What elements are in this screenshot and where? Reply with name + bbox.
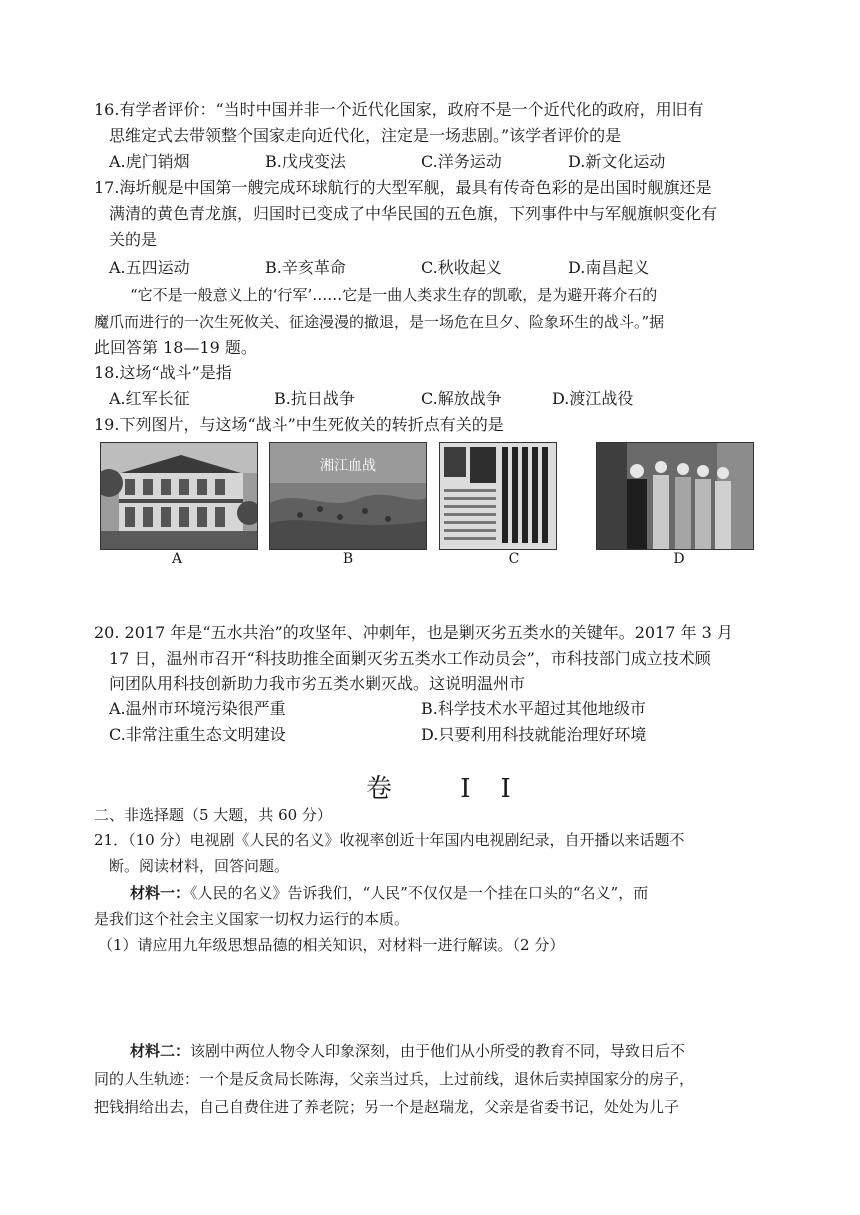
q17-line-1: 17.海圻舰是中国第一艘完成环球航行的大型军舰，最具有传奇色彩的是出国时舰旗还是	[94, 178, 712, 197]
section-heading: 二、非选择题（5 大题，共 60 分）	[94, 806, 332, 824]
q20-line-3: 问团队用科技创新助力我市劣五类水剿灭战。这说明温州市	[109, 674, 526, 693]
q16-option-a: A.虎门销烟	[109, 152, 190, 171]
q21-material-1-line-1	[130, 882, 648, 904]
q20-line-2: 17 日，温州市召开“科技助推全面剿灭劣五类水工作动员会”，市科技部门成立技术顾	[109, 649, 711, 668]
q21-material-2-label: 材料二：	[130, 1042, 191, 1060]
q17-option-b: B.辛亥革命	[265, 258, 346, 277]
q21-sub-question-1: （1）请应用九年级思想品德的相关知识，对材料一进行解读。（2 分）	[98, 936, 565, 954]
q19-caption-b: B	[342, 551, 354, 567]
q16-line-1: 16.有学者评价：“当时中国并非一个近代化国家，政府不是一个近代化的政府，用旧有	[94, 100, 704, 119]
group-photo-icon	[597, 443, 753, 549]
q20-line-1: 20. 2017 年是“五水共治”的攻坚年、冲刺年，也是剿灭劣五类水的关键年。2017 年 3 月	[94, 623, 733, 642]
newspaper-icon	[440, 443, 556, 549]
q19-caption-a: A	[171, 551, 183, 567]
q21-material-2-line-2: 同的人生轨迹：一个是反贪局长陈海，父亲当过兵，上过前线，退休后卖掉国家分的房子，	[94, 1070, 695, 1088]
q20-option-c: C.非常注重生态文明建设	[109, 725, 286, 744]
q21-material-2-text: 该剧中两位人物令人印象深刻，由于他们从小所受的教育不同，导致日后不	[190, 1042, 686, 1060]
q21-material-1-label: 材料一：	[130, 884, 191, 902]
q19-picture-c	[439, 442, 557, 550]
q18-option-c: C.解放战争	[421, 389, 502, 408]
q17-option-c: C.秋收起义	[421, 258, 502, 277]
passage-line-2: 魔爪而进行的一次生死攸关、征途漫漫的撤退，是一场危在旦夕、险象环生的战斗。”据	[94, 313, 665, 331]
q17-line-3: 关的是	[109, 230, 158, 249]
passage-line-3: 此回答第 18—19 题。	[94, 338, 257, 357]
q16-option-d: D.新文化运动	[568, 152, 666, 171]
q19-picture-b	[269, 442, 427, 550]
q18-option-d: D.渡江战役	[552, 389, 634, 408]
q16-line-2: 思维定式去带领整个国家走向近代化，注定是一场悲剧。”该学者评价的是	[109, 126, 622, 145]
q19-picture-d	[596, 442, 754, 550]
q17-option-d: D.南昌起义	[568, 258, 650, 277]
q19-picture-b-title: 湘江血战	[320, 458, 376, 474]
q18-stem: 18.这场“战斗”是指	[94, 363, 232, 382]
q16-option-c: C.洋务运动	[421, 152, 502, 171]
q18-option-a: A.红军长征	[109, 389, 190, 408]
q19-caption-c: C	[508, 551, 520, 567]
q21-line-1: 21．（10 分）电视剧《人民的名义》收视率创近十年国内电视剧纪录，自开播以来话题不	[94, 831, 685, 849]
q18-option-b: B.抗日战争	[274, 389, 355, 408]
passage-line-1: “它不是一般意义上的‘行军’……它是一曲人类求生存的凯歌，是为避开蒋介石的	[130, 286, 658, 304]
q19-caption-d: D	[673, 551, 685, 567]
q19-stem: 19.下列图片，与这场“战斗”中生死攸关的转折点有关的是	[94, 415, 504, 434]
q20-option-a: A.温州市环境污染很严重	[109, 699, 286, 718]
q20-option-b: B.科学技术水平超过其他地级市	[421, 699, 646, 718]
section-title: 卷 II	[366, 774, 541, 804]
q20-option-d: D.只要利用科技就能治理好环境	[421, 725, 647, 744]
q17-line-2: 满清的黄色青龙旗，归国时已变成了中华民国的五色旗，下列事件中与军舰旗帜变化有	[109, 204, 718, 223]
q17-option-a: A.五四运动	[109, 258, 190, 277]
q21-material-1-line-2: 是我们这个社会主义国家一切权力运行的本质。	[94, 910, 410, 928]
q16-option-b: B.戊戌变法	[265, 152, 346, 171]
building-photo-icon	[101, 443, 257, 549]
q19-picture-a	[100, 442, 258, 550]
q21-line-2: 断。阅读材料，回答问题。	[109, 857, 290, 875]
q21-material-2-line-3: 把钱捐给出去，自己自费住进了养老院；另一个是赵瑞龙，父亲是省委书记，处处为儿子	[94, 1098, 680, 1116]
q21-material-2-line-1	[130, 1040, 685, 1062]
q21-material-1-text: 《人民的名义》告诉我们，“人民”不仅仅是一个挂在口头的“名义”，而	[190, 884, 649, 902]
